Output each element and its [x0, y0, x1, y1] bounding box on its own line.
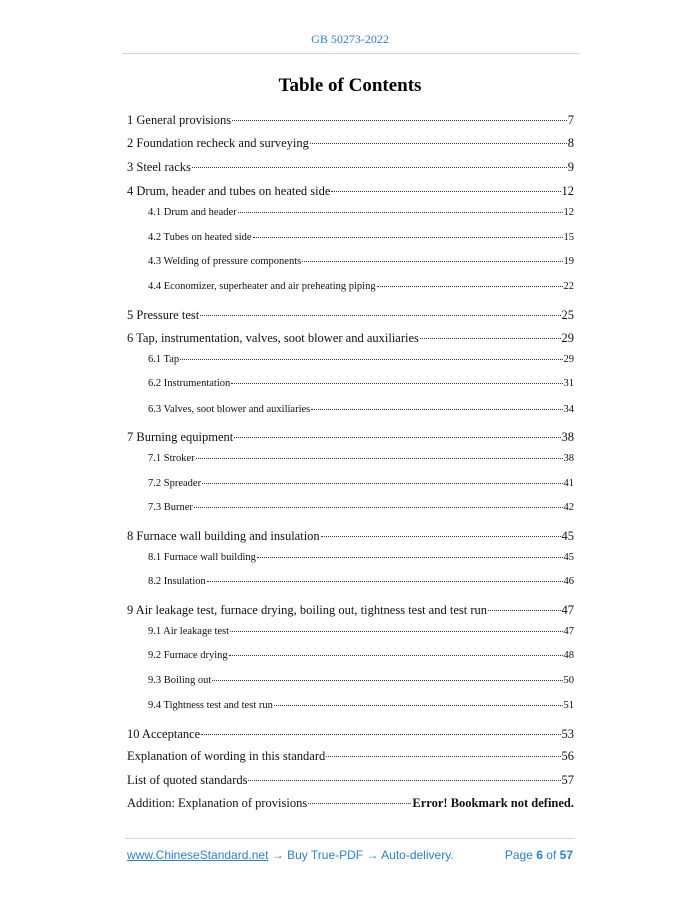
toc-entry-label: 5 Pressure test — [127, 307, 200, 322]
footer-delivery-text: Auto-delivery. — [381, 848, 454, 862]
toc-subentry[interactable] — [148, 646, 574, 661]
toc-dot-leader — [248, 770, 560, 781]
toc-dot-leader — [321, 526, 561, 537]
toc-entry-label: 9.1 Air leakage test — [148, 625, 230, 637]
toc-dot-leader — [212, 671, 562, 681]
toc-entry-page: 12 — [561, 183, 574, 198]
toc-subentry[interactable] — [148, 572, 574, 587]
toc-subentry[interactable] — [148, 474, 574, 489]
toc-entry-page: 53 — [561, 726, 574, 741]
toc-dot-leader — [326, 746, 560, 757]
toc-entry-label: Addition: Explanation of provisions — [127, 795, 308, 810]
toc-entry-page: 25 — [561, 307, 574, 322]
toc-entry[interactable] — [127, 181, 574, 199]
toc-entry[interactable] — [127, 328, 574, 346]
toc-entry-label: 7.3 Burner — [148, 501, 193, 513]
website-link[interactable]: www.ChineseStandard.net — [127, 848, 269, 862]
toc-dot-leader — [420, 328, 561, 339]
toc-dot-leader — [231, 374, 562, 384]
toc-entry-label: 6 Tap, instrumentation, valves, soot blower and auxiliaries — [127, 330, 419, 345]
toc-entry-label: 6.2 Instrumentation — [148, 377, 231, 389]
toc-dot-leader — [377, 277, 563, 287]
toc-dot-leader — [201, 724, 560, 735]
toc-dot-leader — [232, 110, 567, 121]
toc-entry-page: 47 — [561, 602, 574, 617]
toc-entry-page: 47 — [563, 625, 574, 637]
toc-entry[interactable] — [127, 793, 574, 811]
toc-subentry[interactable] — [148, 374, 574, 389]
toc-subentry[interactable] — [148, 449, 574, 464]
toc-entry[interactable] — [127, 526, 574, 544]
toc-subentry[interactable] — [148, 203, 574, 218]
toc-dot-leader — [331, 181, 560, 192]
toc-subentry[interactable] — [148, 400, 574, 415]
footer-promo — [127, 848, 454, 862]
toc-entry-page: Error! Bookmark not defined. — [412, 795, 574, 810]
toc-dot-leader — [310, 133, 567, 144]
toc-entry-label: Explanation of wording in this standard — [127, 748, 326, 763]
toc-entry[interactable] — [127, 110, 574, 128]
toc-entry-label: 4.3 Welding of pressure components — [148, 255, 302, 267]
toc-entry-label: 9 Air leakage test, furnace drying, boiling out, tightness test and test run — [127, 602, 487, 617]
toc-entry-page: 22 — [563, 280, 574, 292]
toc-entry-label: 4.1 Drum and header — [148, 206, 237, 218]
current-page: 6 — [536, 848, 543, 862]
toc-dot-leader — [302, 252, 562, 262]
toc-entry-page: 7 — [567, 112, 574, 127]
toc-entry-page: 46 — [563, 575, 574, 587]
toc-entry[interactable] — [127, 157, 574, 175]
of-word: of — [546, 848, 557, 862]
toc-entry-page: 56 — [561, 748, 574, 763]
toc-entry[interactable] — [127, 746, 574, 764]
total-pages: 57 — [559, 848, 573, 862]
toc-dot-leader — [196, 449, 563, 459]
toc-entry-label: 4 Drum, header and tubes on heated side — [127, 183, 331, 198]
page-indicator — [505, 848, 573, 862]
toc-entry-page: 45 — [561, 528, 574, 543]
arrow-right-icon: → — [271, 848, 284, 862]
toc-entry-page: 45 — [563, 551, 574, 563]
toc-entry[interactable] — [127, 133, 574, 151]
toc-entry-label: 7.1 Stroker — [148, 452, 195, 464]
toc-subentry[interactable] — [148, 277, 574, 292]
toc-entry-label: 4.4 Economizer, superheater and air preheating piping — [148, 280, 376, 292]
toc-dot-leader — [274, 696, 563, 706]
toc-subentry[interactable] — [148, 548, 574, 563]
toc-dot-leader — [192, 157, 567, 168]
toc-dot-leader — [488, 600, 561, 611]
arrow-right-icon: → — [366, 848, 379, 862]
toc-dot-leader — [200, 305, 560, 316]
toc-entry-label: List of quoted standards — [127, 772, 248, 787]
toc-dot-leader — [257, 548, 563, 558]
page-word: Page — [504, 848, 533, 862]
toc-entry-label: 9.3 Boiling out — [148, 674, 212, 686]
toc-dot-leader — [180, 350, 562, 360]
toc-entry-label: 6.1 Tap — [148, 353, 180, 365]
toc-subentry[interactable] — [148, 252, 574, 267]
toc-entry-label: 4.2 Tubes on heated side — [148, 231, 252, 243]
toc-entry-label: 3 Steel racks — [127, 159, 191, 174]
page-title: Table of Contents — [278, 75, 422, 96]
toc-dot-leader — [207, 572, 563, 582]
toc-entry-page: 12 — [563, 206, 574, 218]
header-divider — [122, 53, 580, 54]
toc-entry-label: 8.1 Furnace wall building — [148, 551, 256, 563]
toc-entry-label: 8 Furnace wall building and insulation — [127, 528, 320, 543]
toc-entry-page: 38 — [561, 429, 574, 444]
toc-entry-page: 29 — [561, 330, 574, 345]
toc-dot-leader — [202, 474, 562, 484]
toc-dot-leader — [253, 228, 563, 238]
toc-dot-leader — [311, 400, 562, 410]
footer-divider — [125, 838, 575, 839]
toc-entry-page: 8 — [567, 135, 574, 150]
toc-subentry[interactable] — [148, 696, 574, 711]
header-standard-code: GB 50273-2022 — [311, 32, 389, 46]
toc-entry-page: 57 — [561, 772, 574, 787]
toc-entry-page: 50 — [563, 674, 574, 686]
toc-subentry[interactable] — [148, 622, 574, 637]
toc-entry-label: 10 Acceptance — [127, 726, 201, 741]
toc-entry-page: 51 — [563, 699, 574, 711]
toc-entry[interactable] — [127, 724, 574, 742]
toc-entry[interactable] — [127, 770, 574, 788]
toc-entry-page: 41 — [563, 477, 574, 489]
toc-entry[interactable] — [127, 305, 574, 323]
toc-entry-page: 34 — [563, 403, 574, 415]
toc-subentry[interactable] — [148, 671, 574, 686]
toc-entry-label: 2 Foundation recheck and surveying — [127, 135, 309, 150]
toc-entry-label: 8.2 Insulation — [148, 575, 206, 587]
footer — [127, 848, 573, 862]
toc-entry-page: 15 — [563, 231, 574, 243]
toc-dot-leader — [230, 622, 562, 632]
toc-entry[interactable] — [127, 600, 574, 618]
toc-entry-page: 48 — [563, 649, 574, 661]
footer-buy-text: Buy True-PDF — [287, 848, 364, 862]
toc-subentry[interactable] — [148, 498, 574, 513]
toc-subentry[interactable] — [148, 228, 574, 243]
toc-entry-page: 29 — [563, 353, 574, 365]
toc-dot-leader — [234, 427, 560, 438]
toc-entry-label: 9.4 Tightness test and test run — [148, 699, 273, 711]
toc-entry-page: 42 — [563, 501, 574, 513]
toc-entry-page: 19 — [563, 255, 574, 267]
toc-entry-page: 9 — [567, 159, 574, 174]
toc-dot-leader — [238, 203, 563, 213]
toc-entry-label: 9.2 Furnace drying — [148, 649, 228, 661]
toc-dot-leader — [194, 498, 563, 508]
toc-entry-label: 1 General provisions — [127, 112, 232, 127]
toc-entry-page: 31 — [563, 377, 574, 389]
toc-entry-label: 6.3 Valves, soot blower and auxiliaries — [148, 403, 311, 415]
toc-subentry[interactable] — [148, 350, 574, 365]
toc-entry[interactable] — [127, 427, 574, 445]
toc-entry-label: 7.2 Spreader — [148, 477, 202, 489]
toc-entry-label: 7 Burning equipment — [127, 429, 234, 444]
toc-entry-page: 38 — [563, 452, 574, 464]
toc-dot-leader — [229, 646, 563, 656]
toc-dot-leader — [308, 793, 411, 804]
